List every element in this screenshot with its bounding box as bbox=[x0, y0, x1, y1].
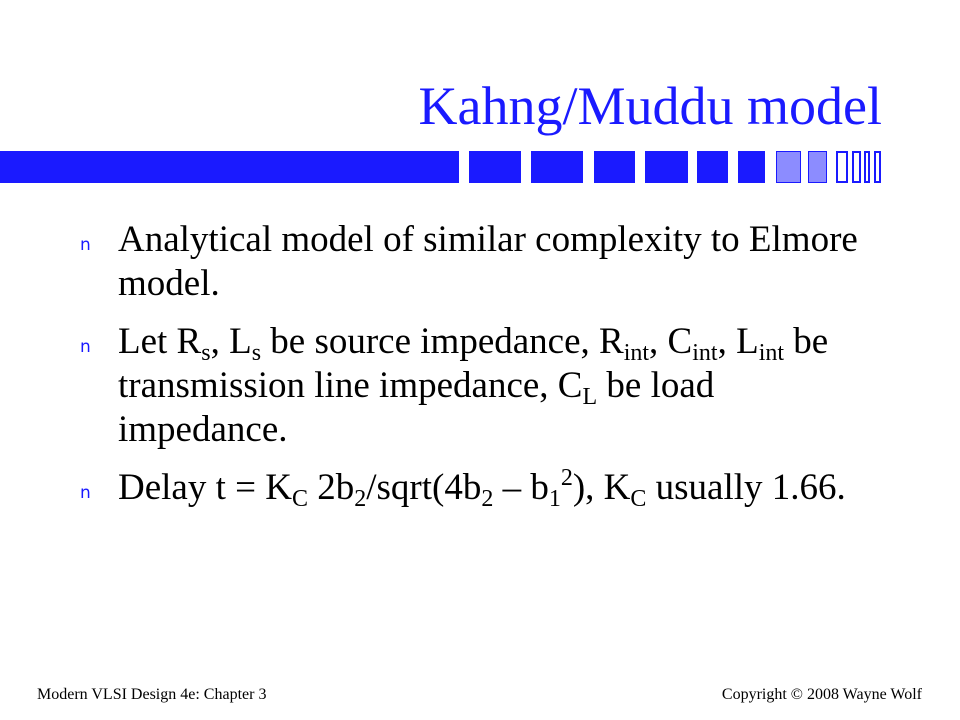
bar-segment bbox=[645, 151, 688, 183]
bar-segment-outline bbox=[874, 151, 881, 183]
footer-chapter: Modern VLSI Design 4e: Chapter 3 bbox=[37, 686, 267, 703]
bar-segment bbox=[697, 151, 728, 183]
bullet-item bbox=[80, 320, 880, 452]
bar-segment-outline bbox=[864, 151, 870, 183]
bar-segment bbox=[0, 151, 459, 183]
bar-segment bbox=[531, 151, 583, 183]
bullet-marker-icon: n bbox=[80, 483, 91, 503]
bar-segment bbox=[776, 151, 801, 183]
bar-segment-outline bbox=[836, 151, 848, 183]
slide-title: Kahng/Muddu model bbox=[418, 76, 882, 136]
bullet-text: Delay $t = K_C$ $2b_2/sqrt(4b_2 - b_1^2)$, $K_C$ usually 1.66. bbox=[118, 465, 846, 512]
bullet-marker-icon: n bbox=[80, 337, 91, 357]
bar-segment-outline bbox=[852, 151, 861, 183]
decorative-bar bbox=[0, 151, 960, 183]
bar-segment bbox=[594, 151, 635, 183]
bullet-text: Analytical model of similar complexity to Elmore model. bbox=[118, 219, 858, 304]
bar-segment bbox=[738, 151, 765, 183]
bullet-item bbox=[80, 218, 880, 306]
bullet-item bbox=[80, 466, 880, 510]
bar-segment bbox=[808, 151, 827, 183]
footer-copyright bbox=[722, 685, 922, 705]
bullet-text: Let $R_s$, $L_s$ be source impedance, $R_{int}$, $C_{int}$, $L_{int}$ be transmission line impedance, $C_L$ be load impedance. bbox=[118, 321, 829, 450]
bar-segment bbox=[469, 151, 521, 183]
bullet-marker-icon: n bbox=[80, 235, 91, 255]
bullet-list bbox=[80, 218, 880, 524]
footer-copyright-text: Copyright © 2008 Wayne Wolf bbox=[721, 686, 922, 703]
